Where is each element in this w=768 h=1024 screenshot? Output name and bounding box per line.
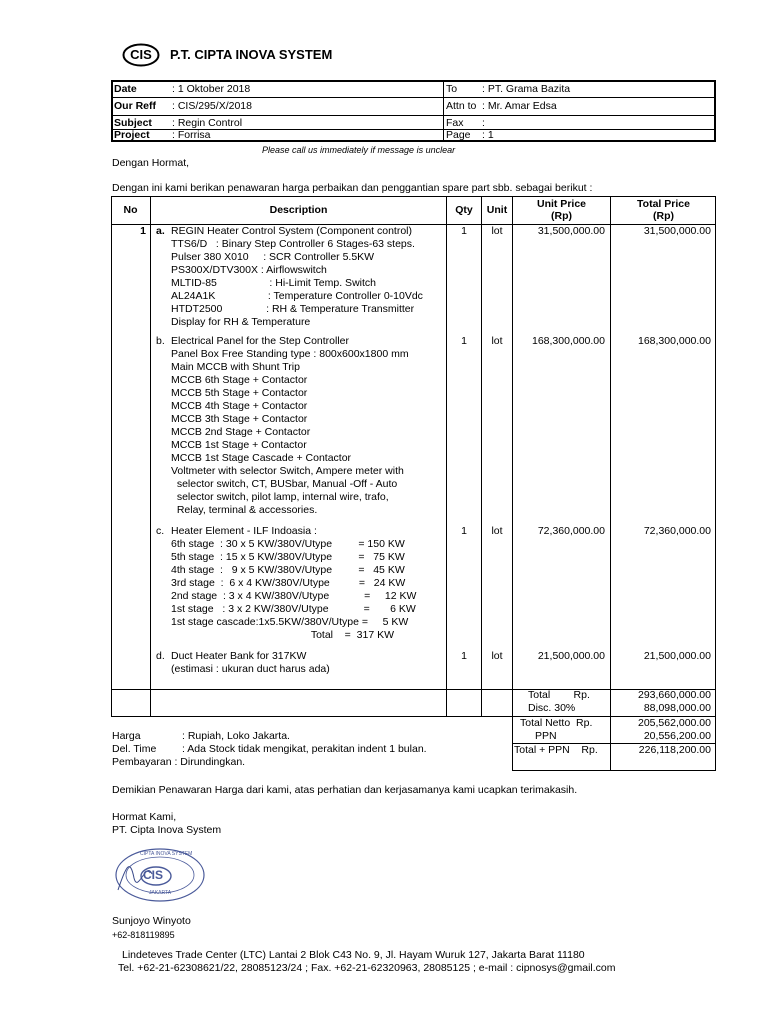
to-label: To xyxy=(446,83,458,95)
stamp-bottom-text: JAKARTA xyxy=(149,890,172,896)
item-b-total-price: 168,300,000.00 xyxy=(638,335,711,347)
th-description: Description xyxy=(269,204,328,216)
attn-value: : Mr. Amar Edsa xyxy=(482,100,557,112)
signer-phone: +62-818119895 xyxy=(112,930,175,940)
stamp-top-text: CIPTA INOVA SYSTEM xyxy=(140,851,193,857)
reff-value: : CIS/295/X/2018 xyxy=(172,100,252,112)
fax-value: : xyxy=(482,117,485,129)
item-a-line: HTDT2500 : RH & Temperature Transmitter xyxy=(171,303,415,315)
regards: Hormat Kami, xyxy=(112,811,177,823)
th-unit-price: Unit Price (Rp) xyxy=(536,198,586,222)
company-name: P.T. CIPTA INOVA SYSTEM xyxy=(170,47,333,62)
harga-label: Harga xyxy=(112,730,141,742)
greeting: Dengan Hormat, xyxy=(112,157,190,169)
page-value: : 1 xyxy=(482,129,494,141)
item-a-unit-price: 31,500,000.00 xyxy=(537,225,605,237)
item-b-letter: b. xyxy=(156,335,165,347)
item-b-line: Relay, terminal & accessories. xyxy=(171,504,318,516)
item-b-line: Panel Box Free Standing type : 800x600x1800 mm xyxy=(171,348,409,360)
item-a-qty: 1 xyxy=(461,225,467,237)
item-a-line: Display for RH & Temperature xyxy=(171,316,311,328)
logo-text: CIS xyxy=(130,47,152,62)
attn-label: Attn to xyxy=(446,100,477,112)
item-a-line: Pulser 380 X010 : SCR Controller 5.5KW xyxy=(171,251,375,263)
disc-value: 88,098,000.00 xyxy=(643,702,711,714)
netto-value: 205,562,000.00 xyxy=(638,717,711,729)
item-d-qty: 1 xyxy=(461,650,467,662)
item-d-unit-price: 21,500,000.00 xyxy=(537,650,605,662)
item-b-line: Electrical Panel for the Step Controller xyxy=(171,335,350,347)
item-c-line: 1st stage cascade:1x5.5KW/380V/Utype = 5 KW xyxy=(171,616,409,628)
grand-value: 226,118,200.00 xyxy=(638,744,711,756)
item-d-total-price: 21,500,000.00 xyxy=(643,650,711,662)
item-b-unit: lot xyxy=(491,335,503,347)
project-value: : Forrisa xyxy=(172,129,211,141)
subject-label: Subject xyxy=(114,117,152,129)
th-qty: Qty xyxy=(455,204,473,216)
item-c-unit: lot xyxy=(491,525,503,537)
item-a-total-price: 31,500,000.00 xyxy=(643,225,711,237)
item-b-line: MCCB 1st Stage + Contactor xyxy=(171,439,307,451)
netto-label: Total Netto Rp. xyxy=(520,717,593,729)
ppn-label: PPN xyxy=(535,730,557,742)
item-b-line: selector switch, pilot lamp, internal wire, trafo, xyxy=(171,491,389,503)
item-a-unit: lot xyxy=(491,225,503,237)
item-b-unit-price: 168,300,000.00 xyxy=(532,335,605,347)
company-logo xyxy=(122,43,160,67)
item-d-unit: lot xyxy=(491,650,503,662)
stamp-center-text: CIS xyxy=(143,868,164,882)
company-stamp xyxy=(112,846,208,904)
item-b-line: MCCB 6th Stage + Contactor xyxy=(171,374,308,386)
intro: Dengan ini kami berikan penawaran harga perbaikan dan penggantian spare part sbb. sebagai berikut : xyxy=(112,182,593,194)
notice: Please call us immediately if message is unclear xyxy=(262,145,456,155)
footer-address: Lindeteves Trade Center (LTC) Lantai 2 Blok C43 No. 9, Jl. Hayam Wuruk 127, Jakarta Barat 11180 xyxy=(122,949,585,961)
ppn-value: 20,556,200.00 xyxy=(643,730,711,742)
item-d-line: Duct Heater Bank for 317KW xyxy=(171,650,307,662)
disc-label: Disc. 30% xyxy=(528,702,576,714)
item-d-letter: d. xyxy=(156,650,165,662)
item-a-line: AL24A1K : Temperature Controller 0-10Vdc xyxy=(171,290,423,302)
item-b-line: Voltmeter with selector Switch, Ampere meter with xyxy=(171,465,404,477)
row-no: 1 xyxy=(140,225,146,237)
regards-company: PT. Cipta Inova System xyxy=(112,824,222,836)
item-a-line: TTS6/D : Binary Step Controller 6 Stages-63 steps. xyxy=(171,238,415,250)
item-c-line: Total = 317 KW xyxy=(171,629,395,641)
item-b-line: MCCB 1st Stage Cascade + Contactor xyxy=(171,452,352,464)
grand-label: Total + PPN Rp. xyxy=(514,744,598,756)
closing-text: Demikian Penawaran Harga dari kami, atas perhatian dan kerjasamanya kami ucapkan terimakasih. xyxy=(112,784,578,796)
deltime-value: : Ada Stock tidak mengikat, perakitan indent 1 bulan. xyxy=(182,743,427,755)
item-c-line: Heater Element - ILF Indoasia : xyxy=(171,525,317,537)
th-no: No xyxy=(123,204,138,216)
total-label: Total Rp. xyxy=(528,689,590,701)
item-a-line: REGIN Heater Control System (Component control) xyxy=(171,225,413,237)
item-a-line: PS300X/DTV300X : Airflowswitch xyxy=(171,264,327,276)
project-label: Project xyxy=(114,129,150,141)
item-d-line: (estimasi : ukuran duct harus ada) xyxy=(171,663,330,675)
item-c-line: 5th stage : 15 x 5 KW/380V/Utype = 75 KW xyxy=(171,551,405,563)
payment-terms: Pembayaran : Dirundingkan. xyxy=(112,756,246,768)
item-b-line: MCCB 3th Stage + Contactor xyxy=(171,413,308,425)
th-total-price: Total Price (Rp) xyxy=(637,198,690,222)
item-c-total-price: 72,360,000.00 xyxy=(643,525,711,537)
date-value: : 1 Oktober 2018 xyxy=(172,83,251,95)
item-c-line: 6th stage : 30 x 5 KW/380V/Utype = 150 KW xyxy=(171,538,405,550)
item-c-line: 4th stage : 9 x 5 KW/380V/Utype = 45 KW xyxy=(171,564,405,576)
item-b-qty: 1 xyxy=(461,335,467,347)
total-value: 293,660,000.00 xyxy=(638,689,711,701)
th-unit: Unit xyxy=(486,204,508,216)
footer-contact: Tel. +62-21-62308621/22, 28085123/24 ; Fax. +62-21-62320963, 28085125 ; e-mail : cipnosys@gmail.com xyxy=(118,962,616,974)
item-b-line: MCCB 2nd Stage + Contactor xyxy=(171,426,311,438)
fax-label: Fax xyxy=(446,117,464,129)
item-b-line: MCCB 4th Stage + Contactor xyxy=(171,400,308,412)
deltime-label: Del. Time xyxy=(112,743,157,755)
item-a-letter: a. xyxy=(156,225,165,237)
item-b-line: Main MCCB with Shunt Trip xyxy=(171,361,300,373)
item-c-qty: 1 xyxy=(461,525,467,537)
reff-label: Our Reff xyxy=(114,100,156,112)
harga-value: : Rupiah, Loko Jakarta. xyxy=(182,730,290,742)
item-b-line: selector switch, CT, BUSbar, Manual -Off - Auto xyxy=(171,478,398,490)
item-c-line: 2nd stage : 3 x 4 KW/380V/Utype = 12 KW xyxy=(171,590,417,602)
item-c-letter: c. xyxy=(156,525,165,537)
subject-value: : Regin Control xyxy=(172,117,243,129)
item-c-unit-price: 72,360,000.00 xyxy=(537,525,605,537)
date-label: Date xyxy=(114,83,137,95)
item-c-line: 1st stage : 3 x 2 KW/380V/Utype = 6 KW xyxy=(171,603,416,615)
signer-name: Sunjoyo Winyoto xyxy=(112,915,191,927)
item-b-line: MCCB 5th Stage + Contactor xyxy=(171,387,308,399)
item-c-line: 3rd stage : 6 x 4 KW/380V/Utype = 24 KW xyxy=(171,577,406,589)
item-a-line: MLTID-85 : Hi-Limit Temp. Switch xyxy=(171,277,376,289)
page-label: Page xyxy=(446,129,471,141)
to-value: : PT. Grama Bazita xyxy=(482,83,571,95)
